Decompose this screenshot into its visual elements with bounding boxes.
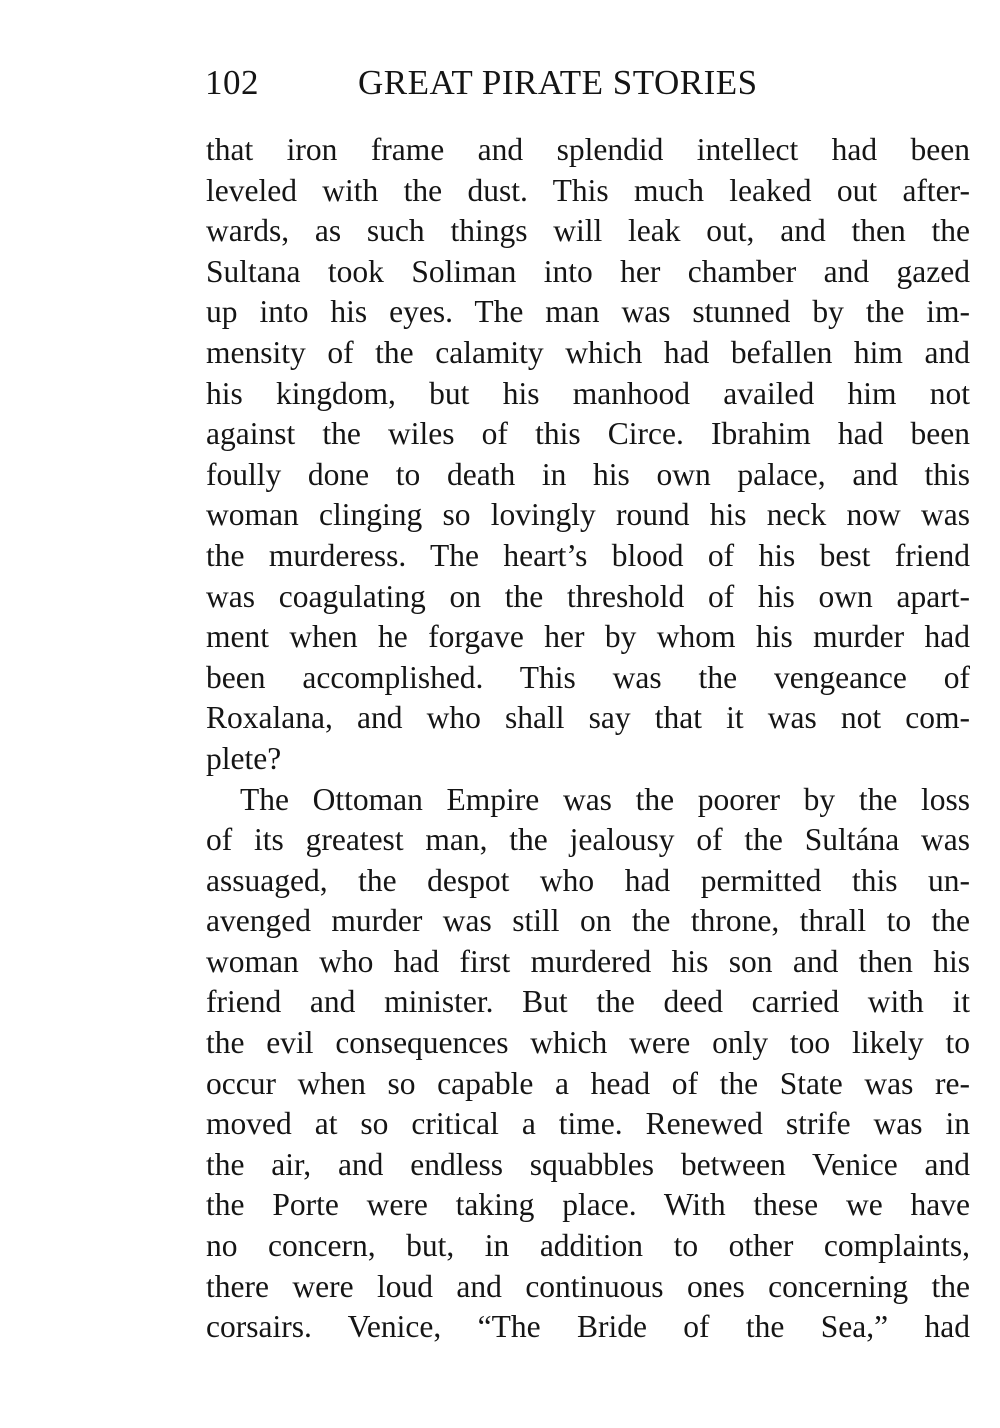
text-line: against the wiles of this Circe. Ibrahim had been xyxy=(206,416,970,452)
text-line: avenged murder was still on the throne, thrall to the xyxy=(206,903,970,939)
text-line: the Porte were taking place. With these we have xyxy=(206,1187,970,1223)
text-line: the murderess. The heart’s blood of his best friend xyxy=(206,537,970,573)
text-line: no concern, but, in addition to other complaints, xyxy=(206,1228,970,1264)
text-line: was coagulating on the threshold of his own apart- xyxy=(206,578,970,614)
text-line: moved at so critical a time. Renewed strife was in xyxy=(206,1106,970,1142)
text-line: wards, as such things will leak out, and then the xyxy=(206,213,970,249)
text-line: been accomplished. This was the vengeance of xyxy=(206,659,970,695)
text-line: woman who had first murdered his son and then his xyxy=(206,943,970,979)
text-line: mensity of the calamity which had befallen him and xyxy=(206,334,970,370)
text-line: the air, and endless squabbles between Venice and xyxy=(206,1146,970,1182)
text-line: leveled with the dust. This much leaked out after- xyxy=(206,172,970,208)
text-line: woman clinging so lovingly round his neck now was xyxy=(206,497,970,533)
text-line: Sultana took Soliman into her chamber and gazed xyxy=(206,253,970,289)
text-line: of its greatest man, the jealousy of the Sultána was xyxy=(206,822,970,858)
body-text xyxy=(206,130,970,1348)
text-line: that iron frame and splendid intellect had been xyxy=(206,132,970,167)
text-line: up into his eyes. The man was stunned by the im- xyxy=(206,294,970,330)
text-line-paragraph-end: plete? xyxy=(206,740,282,776)
text-line: his kingdom, but his manhood availed him not xyxy=(206,375,970,411)
text-line: corsairs. Venice, “The Bride of the Sea,” had xyxy=(206,1309,970,1345)
text-line: there were loud and continuous ones concerning the xyxy=(206,1268,970,1304)
text-line: foully done to death in his own palace, and this xyxy=(206,456,970,492)
text-line: ment when he forgave her by whom his murder had xyxy=(206,619,970,655)
text-line: friend and minister. But the deed carried with it xyxy=(206,984,970,1020)
text-line: assuaged, the despot who had permitted this un- xyxy=(206,862,970,898)
text-line: occur when so capable a head of the State was re- xyxy=(206,1065,970,1101)
book-title: GREAT PIRATE STORIES xyxy=(358,63,758,102)
page-number: 102 xyxy=(205,63,259,102)
text-line-paragraph-start: The Ottoman Empire was the poorer by the loss xyxy=(240,781,970,817)
text-line: Roxalana, and who shall say that it was not com- xyxy=(206,700,970,736)
running-head xyxy=(205,58,825,108)
text-line: the evil consequences which were only too likely to xyxy=(206,1025,970,1061)
